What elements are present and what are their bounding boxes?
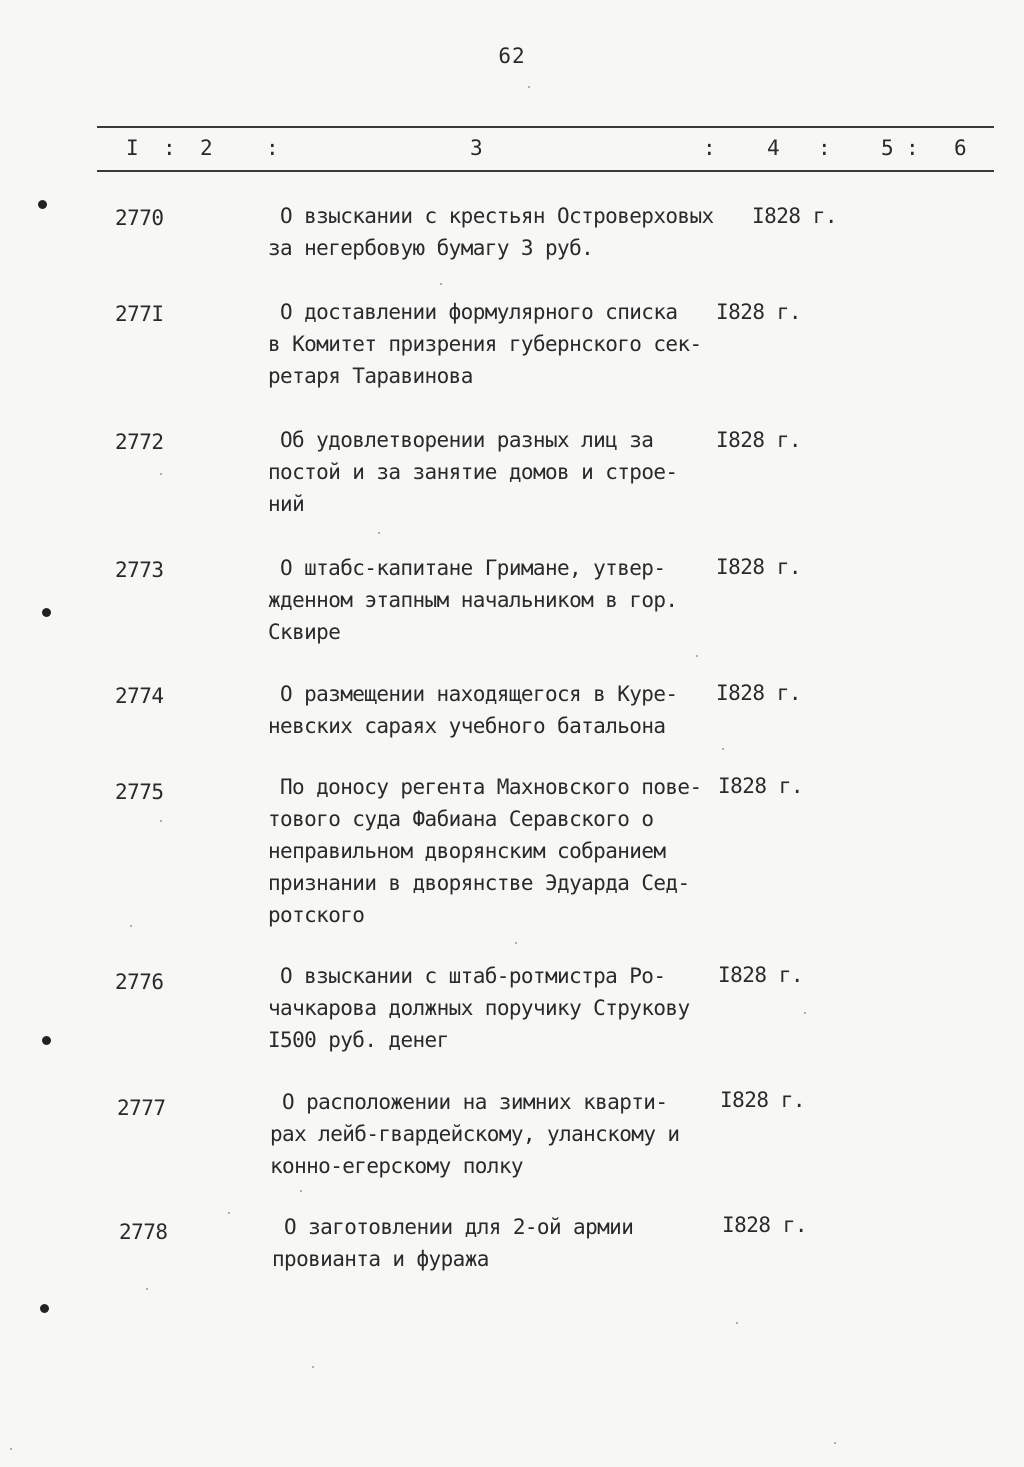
header-separator-1: : xyxy=(163,136,176,160)
header-separator-4: : xyxy=(818,136,831,160)
header-col-4: 4 xyxy=(767,136,780,160)
entry-number: 2778 xyxy=(119,1220,168,1244)
scan-speck xyxy=(228,1212,230,1214)
punch-hole xyxy=(38,200,47,209)
entry-year: I828 г. xyxy=(716,300,802,324)
scan-speck xyxy=(378,532,380,534)
entry-year: I828 г. xyxy=(722,1213,808,1237)
entry-year: I828 г. xyxy=(716,681,802,705)
header-col-5: 5 xyxy=(881,136,894,160)
entry-year: I828 г. xyxy=(718,963,804,987)
entry-title: О расположении на зимних кварти- рах лейб-гвардейскому, уланскому и конно-егерскому полку xyxy=(270,1090,680,1178)
entry-year: I828 г. xyxy=(718,774,804,798)
table-top-rule xyxy=(97,126,994,128)
header-col-6: 6 xyxy=(954,136,967,160)
entry-title: О заготовлении для 2-ой армии провианта и фуража xyxy=(272,1215,634,1271)
entry-year: I828 г. xyxy=(716,428,802,452)
entry-title: О доставлении формулярного списка в Комитет призрения губернского сек- ретаря Таравинова xyxy=(268,300,702,388)
punch-hole xyxy=(40,1304,49,1313)
entry-year: I828 г. xyxy=(716,555,802,579)
entry-number: 2776 xyxy=(115,970,164,994)
punch-hole xyxy=(42,1036,51,1045)
scan-speck xyxy=(312,1366,314,1368)
entry-title: Об удовлетворении разных лиц за постой и за занятие домов и строе- ний xyxy=(268,428,678,516)
scan-speck xyxy=(722,748,724,750)
scan-speck xyxy=(440,283,442,285)
entry-title: О взыскании с штаб-ротмистра Ро- чачкарова должных поручику Струкову I500 руб. денег xyxy=(268,964,690,1052)
entry-number: 2772 xyxy=(115,430,164,454)
scan-speck xyxy=(10,1448,12,1450)
entry-number: 2777 xyxy=(117,1096,166,1120)
entry-number: 2773 xyxy=(115,558,164,582)
scan-speck xyxy=(528,86,530,88)
scan-speck xyxy=(300,1190,302,1192)
entry-number: 2774 xyxy=(115,684,164,708)
entry-title: О размещении находящегося в Куре- невских сараях учебного батальона xyxy=(268,682,678,738)
scan-speck xyxy=(515,942,517,944)
scan-speck xyxy=(160,820,162,822)
entry-title: О взыскании с крестьян Островерховых за негербовую бумагу 3 руб. xyxy=(268,204,714,260)
entry-number: 277I xyxy=(115,302,164,326)
header-col-3: 3 xyxy=(470,136,483,160)
scan-speck xyxy=(696,655,698,657)
page-number: 62 xyxy=(498,44,526,68)
header-separator-2: : xyxy=(266,136,279,160)
header-col-1: I xyxy=(126,136,139,160)
entry-year: I828 г. xyxy=(720,1088,806,1112)
punch-hole xyxy=(42,608,51,617)
scan-speck xyxy=(130,925,132,927)
header-separator-5: : xyxy=(906,136,919,160)
scan-speck xyxy=(736,1322,738,1324)
entry-year: I828 г. xyxy=(752,204,838,228)
entry-title: По доносу регента Махновского пове- тового суда Фабиана Серавского о неправильном дворянским собранием признании в дворянстве Эдуарда Сед- ротского xyxy=(268,775,702,927)
entry-number: 2770 xyxy=(115,206,164,230)
entry-number: 2775 xyxy=(115,780,164,804)
entry-title: О штабс-капитане Гримане, утвер- жденном этапным начальником в гор. Сквире xyxy=(268,556,678,644)
table-header-bottom-rule xyxy=(97,170,994,172)
scan-speck xyxy=(804,1012,806,1014)
scan-speck xyxy=(834,1442,836,1444)
scan-speck xyxy=(146,1288,148,1290)
header-separator-3: : xyxy=(703,136,716,160)
scan-speck xyxy=(160,473,162,475)
header-col-2: 2 xyxy=(200,136,213,160)
